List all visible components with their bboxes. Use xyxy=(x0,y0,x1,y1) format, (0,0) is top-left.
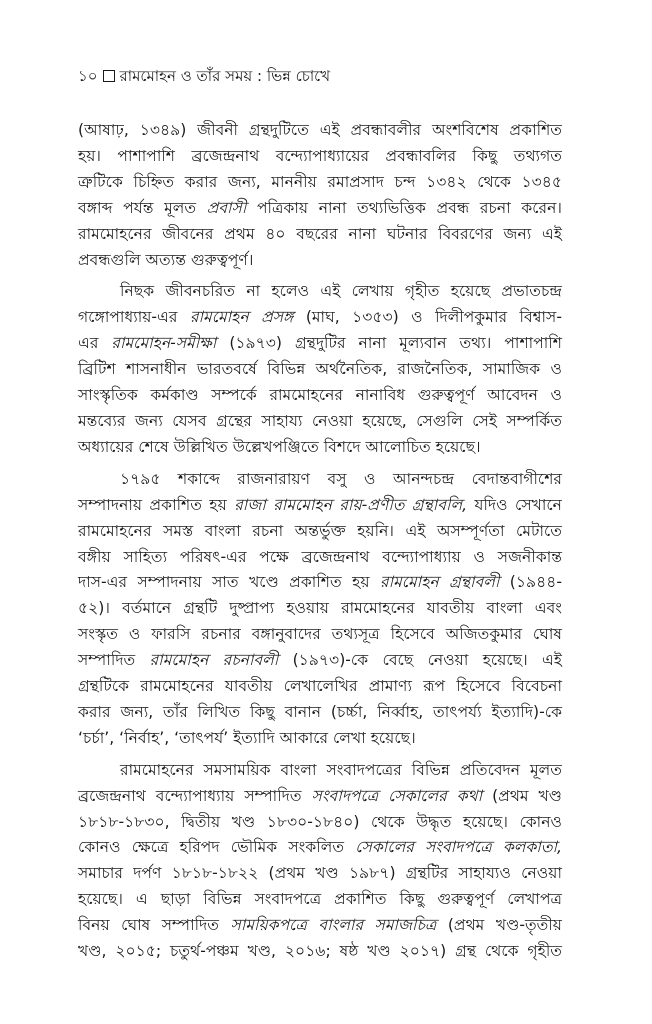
text-line: দাস-এর সম্পাদনায় সাত খণ্ডে প্রকাশিত হয় রামমোহন গ্রন্থাবলী (১৯৪৪- xyxy=(78,573,562,592)
italic-title: রামমোহন গ্রন্থাবলী xyxy=(380,573,500,592)
text-line: এর রামমোহন-সমীক্ষা (১৯৭৩) গ্রন্থদুটির নানা মূল্যবান তথ্য। পাশাপাশি xyxy=(78,334,562,353)
paragraph xyxy=(78,467,562,752)
text-line: বঙ্গাব্দ পর্যন্ত মূলত প্রবাসী পত্রিকায় নানা তথ্যভিত্তিক প্রবন্ধ রচনা করেন। xyxy=(78,198,562,217)
text-line: মন্তব্যের জন্য যেসব গ্রন্থের সাহায্য নেওয়া হয়েছে, সেগুলি সেই সম্পর্কিত xyxy=(78,411,562,430)
text-line: গঙ্গোপাধ্যায়-এর রামমোহন প্রসঙ্গ (মাঘ, ১৩৫৩) ও দিলীপকুমার বিশ্বাস- xyxy=(78,308,562,327)
text-line: হয়। পাশাপাশি ব্রজেন্দ্রনাথ বন্দ্যোপাধ্যায়ের প্রবন্ধাবলির কিছু তথ্যগত xyxy=(78,146,562,165)
text-line: রামমোহনের সমসাময়িক বাংলা সংবাদপত্রের বিভিন্ন প্রতিবেদন মূলত xyxy=(120,760,562,779)
text-line: সমাচার দর্পণ ১৮১৮-১৮২২ (প্রথম খণ্ড ১৯৮৭) গ্রন্থটির সাহায্যও নেওয়া xyxy=(78,864,562,883)
italic-title: সেকালের সংবাদপত্রে কলকাতা, xyxy=(355,838,562,857)
text-line: ব্রজেন্দ্রনাথ বন্দ্যোপাধ্যায় সম্পাদিত সংবাদপত্রে সেকালের কথা (প্রথম খণ্ড xyxy=(78,786,563,805)
text-line: অধ্যায়ের শেষে উল্লিখিত উল্লেখপঞ্জিতে বিশদে আলোচিত হয়েছে। xyxy=(78,437,481,456)
italic-title: রামমোহন রচনাবলী xyxy=(149,651,279,670)
text-line: রামমোহনের জীবনের প্রথম ৪০ বছরের নানা ঘটনার বিবরণের জন্য এই xyxy=(78,224,562,243)
paragraph xyxy=(78,758,562,965)
italic-title: রামমোহন প্রসঙ্গ xyxy=(189,308,294,327)
italic-title: রাজা রামমোহন রায়-প্রণীত গ্রন্থাবলি, xyxy=(234,495,468,514)
paragraph xyxy=(78,118,562,273)
text-line: ১৮১৮-১৮৩০, দ্বিতীয় খণ্ড ১৮৩০-১৮৪০) থেকে উদ্ধৃত হয়েছে। কোনও xyxy=(78,812,562,831)
text-line: রামমোহনের সমস্ত বাংলা রচনা অন্তর্ভুক্ত হয়নি। এই অসম্পূর্ণতা মেটাতে xyxy=(78,521,562,540)
text-line: কোনও ক্ষেত্রে হরিপদ ভৌমিক সংকলিত সেকালের সংবাদপত্রে কলকাতা, xyxy=(78,838,562,857)
text-line: নিছক জীবনচরিত না হলেও এই লেখায় গৃহীত হয়েছে প্রভাতচন্দ্র xyxy=(120,282,562,301)
text-line: ব্রিটিশ শাসনাধীন ভারতবর্ষে বিভিন্ন অর্থনৈতিক, রাজনৈতিক, সামাজিক ও xyxy=(78,360,562,379)
text-line: বঙ্গীয় সাহিত্য পরিষৎ-এর পক্ষে ব্রজেন্দ্রনাথ বন্দ্যোপাধ্যায় ও সজনীকান্ত xyxy=(78,547,562,566)
text-line: প্রবন্ধগুলি অত্যন্ত গুরুত্বপূর্ণ। xyxy=(78,250,254,269)
italic-title: সাময়িকপত্রে বাংলার সমাজচিত্র xyxy=(230,916,437,935)
text-line: খণ্ড, ২০১৫; চতুর্থ-পঞ্চম খণ্ড, ২০১৬; ষষ্ঠ খণ্ড ২০১৭) গ্রন্থ থেকে গৃহীত xyxy=(78,942,562,961)
italic-title: সংবাদপত্রে সেকালের কথা xyxy=(311,786,483,805)
text-line: ১৭৯৫ শকাব্দে রাজনারায়ণ বসু ও আনন্দচন্দ্র বেদান্তবাগীশের xyxy=(120,469,562,488)
italic-title: প্রবাসী xyxy=(206,198,247,217)
text-line: বিনয় ঘোষ সম্পাদিত সাময়িকপত্রে বাংলার সমাজচিত্র (প্রথম খণ্ড-তৃতীয় xyxy=(78,916,562,935)
page-number: ১০ xyxy=(78,67,98,85)
running-title: রামমোহন ও তাঁর সময় : ভিন্ন চোখে xyxy=(119,67,331,85)
text-line: সাংস্কৃতিক কর্মকাণ্ড সম্পর্কে রামমোহনের নানাবিধ গুরুত্বপূর্ণ আবেদন ও xyxy=(78,386,562,405)
italic-title: রামমোহন-সমীক্ষা xyxy=(111,334,217,353)
text-line: ৫২)। বর্তমানে গ্রন্থটি দুষ্প্রাপ্য হওয়ায় রামমোহনের যাবতীয় বাংলা এবং xyxy=(78,599,562,618)
running-header xyxy=(78,66,578,86)
body-text xyxy=(78,118,562,965)
text-line: (আষাঢ়, ১৩৪৯) জীবনী গ্রন্থদুটিতে এই প্রবন্ধাবলীর অংশবিশেষ প্রকাশিত xyxy=(78,121,562,139)
text-line: সম্পাদনায় প্রকাশিত হয় রাজা রামমোহন রায়-প্রণীত গ্রন্থাবলি, যদিও সেখানে xyxy=(78,495,562,514)
paragraph xyxy=(78,279,562,460)
text-line: সংস্কৃত ও ফারসি রচনার বঙ্গানুবাদের তথ্যসূত্র হিসেবে অজিতকুমার ঘোষ xyxy=(78,625,562,644)
text-line: করার জন্য, তাঁর লিখিত কিছু বানান (চর্চ্চা, নির্ব্বাহ, তাৎপর্য্য ইত্যাদি)-কে xyxy=(78,702,562,721)
text-line: হয়েছে। এ ছাড়া বিভিন্ন সংবাদপত্রে প্রকাশিত কিছু গুরুত্বপূর্ণ লেখাপত্র xyxy=(78,890,562,909)
text-line: সম্পাদিত রামমোহন রচনাবলী (১৯৭৩)-কে বেছে নেওয়া হয়েছে। এই xyxy=(78,651,563,670)
text-line: ‘চর্চা’, ‘নির্বাহ’, ‘তাৎপর্য’ ইত্যাদি আকারে লেখা হয়েছে। xyxy=(78,728,416,747)
text-line: গ্রন্থটিকে রামমোহনের যাবতীয় লেখালেখির প্রামাণ্য রূপ হিসেবে বিবেচনা xyxy=(78,677,562,696)
square-box-icon xyxy=(103,70,115,82)
text-line: ত্রুটিকে চিহ্নিত করার জন্য, মাননীয় রমাপ্রসাদ চন্দ ১৩৪২ থেকে ১৩৪৫ xyxy=(78,172,562,191)
